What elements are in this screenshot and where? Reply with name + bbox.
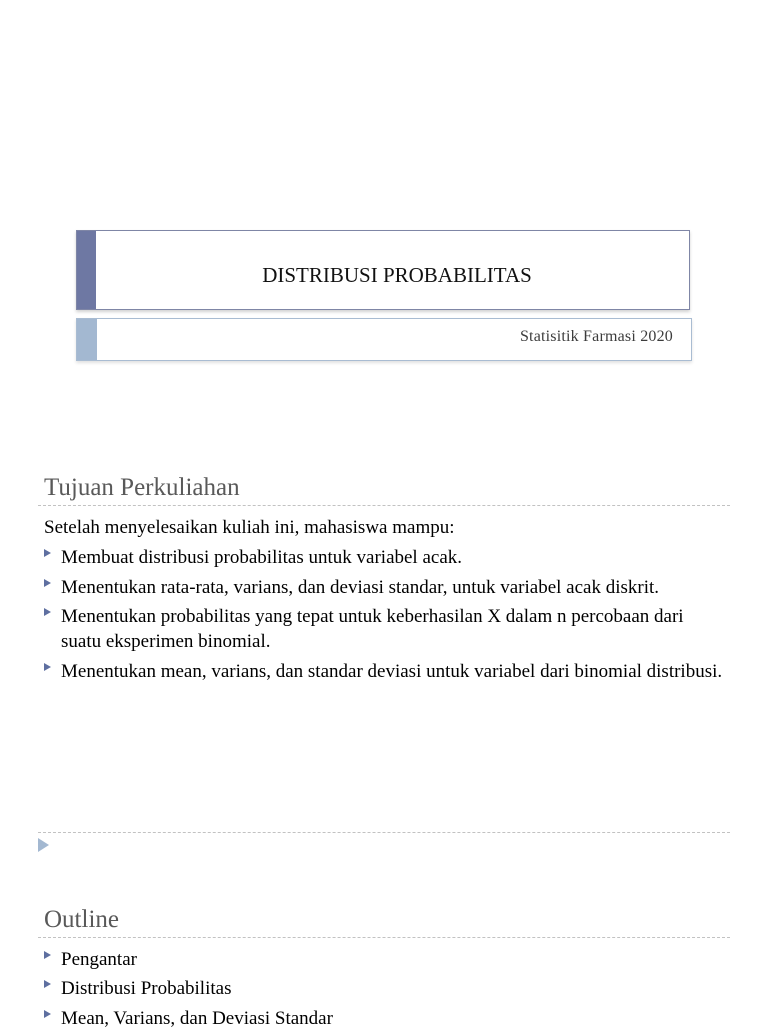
heading-divider xyxy=(38,937,730,938)
bullet-arrow-icon xyxy=(44,951,51,959)
objectives-heading: Tujuan Perkuliahan xyxy=(44,474,240,501)
bullet-arrow-icon xyxy=(44,579,51,587)
subtitle-box xyxy=(76,318,692,361)
bullet-arrow-icon xyxy=(44,663,51,671)
objectives-intro: Setelah menyelesaikan kuliah ini, mahasiswa mampu: xyxy=(44,517,455,538)
title-box xyxy=(76,230,690,310)
bullet-arrow-icon xyxy=(44,1010,51,1018)
list-item: Pengantar xyxy=(44,947,724,972)
slide-divider xyxy=(38,832,730,833)
list-item: Menentukan probabilitas yang tepat untuk keberhasilan X dalam n percobaan dari suatu eksperimen binomial. xyxy=(44,604,724,654)
bullet-arrow-icon xyxy=(44,980,51,988)
list-item: Membuat distribusi probabilitas untuk variabel acak. xyxy=(44,545,724,570)
list-item: Menentukan rata-rata, varians, dan deviasi standar, untuk variabel acak diskrit. xyxy=(44,575,724,600)
bullet-arrow-icon xyxy=(44,608,51,616)
heading-divider xyxy=(38,505,730,506)
list-item: Mean, Varians, dan Deviasi Standar xyxy=(44,1006,724,1031)
slide-subtitle: Statisitik Farmasi 2020 xyxy=(519,328,673,345)
list-item: Distribusi Probabilitas xyxy=(44,976,724,1001)
outline-heading: Outline xyxy=(44,906,119,933)
slide-title: DISTRIBUSI PROBABILITAS xyxy=(262,263,532,287)
subtitle-accent-bar xyxy=(77,319,97,360)
list-item: Menentukan mean, varians, dan standar deviasi untuk variabel dari binomial distribusi. xyxy=(44,659,724,684)
play-arrow-icon[interactable] xyxy=(38,838,49,852)
bullet-arrow-icon xyxy=(44,549,51,557)
